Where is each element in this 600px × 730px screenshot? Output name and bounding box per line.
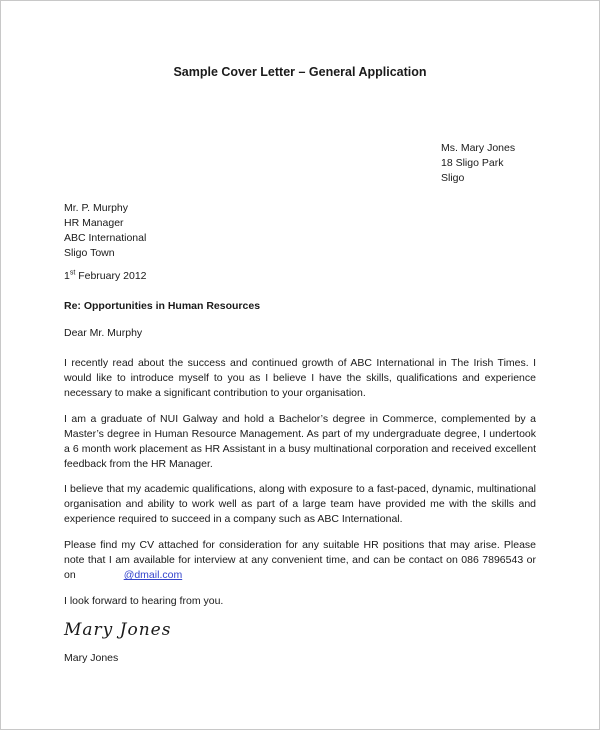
date-ordinal-suffix: st [69, 269, 76, 277]
sender-street: 18 Sligo Park [441, 157, 504, 169]
sender-address [441, 141, 536, 186]
signature-typed: Mary Jones [64, 652, 119, 664]
date-day: 1 [64, 270, 70, 282]
paragraph-intro: I recently read about the success and continued growth of ABC International in The Irish Times. I would like to introduce myself to you as I believe I have the skills, qualifications and experience necessary to make a significant contribution to your organisation. [64, 357, 536, 399]
recipient-city: Sligo Town [64, 247, 115, 259]
closing-text: Please find my CV attached for consideration for any suitable HR positions that may arise. Please note that I am available for interview at any convenient time, and can be contact on 086 7896543 or on [64, 539, 536, 581]
sender-city: Sligo [441, 172, 465, 184]
salutation: Dear Mr. Murphy [64, 327, 143, 339]
subject-line: Re: Opportunities in Human Resources [64, 300, 261, 312]
paragraph-qualifications: I believe that my academic qualifications, along with exposure to a fast-paced, dynamic, multinational organisation and ability to work well as part of a large team have provided me with the skills and experience required to succeed in a company such as ABC International. [64, 483, 536, 525]
paragraph-education: I am a graduate of NUI Galway and hold a Bachelor’s degree in Commerce, complemented by a Master’s degree in Human Resource Management. As part of my undergraduate degree, I undertook a 6 month work placement as HR Assistant in a busy multinational corporation and received excellent feedback from the HR Manager. [64, 413, 536, 470]
date-month-year: February 2012 [75, 270, 147, 282]
recipient-name: Mr. P. Murphy [64, 202, 128, 214]
sender-name: Ms. Mary Jones [441, 142, 516, 154]
paragraph-closing [64, 538, 536, 583]
recipient-company: ABC International [64, 232, 147, 244]
email-link[interactable]: @dmail.com [123, 569, 183, 581]
signature-handwritten: Mary Jones [64, 620, 172, 640]
page-title: Sample Cover Letter – General Application [173, 65, 427, 79]
sign-off: I look forward to hearing from you. [64, 595, 224, 607]
letter-date [64, 269, 536, 284]
recipient-address [64, 201, 536, 261]
recipient-title: HR Manager [64, 217, 124, 229]
